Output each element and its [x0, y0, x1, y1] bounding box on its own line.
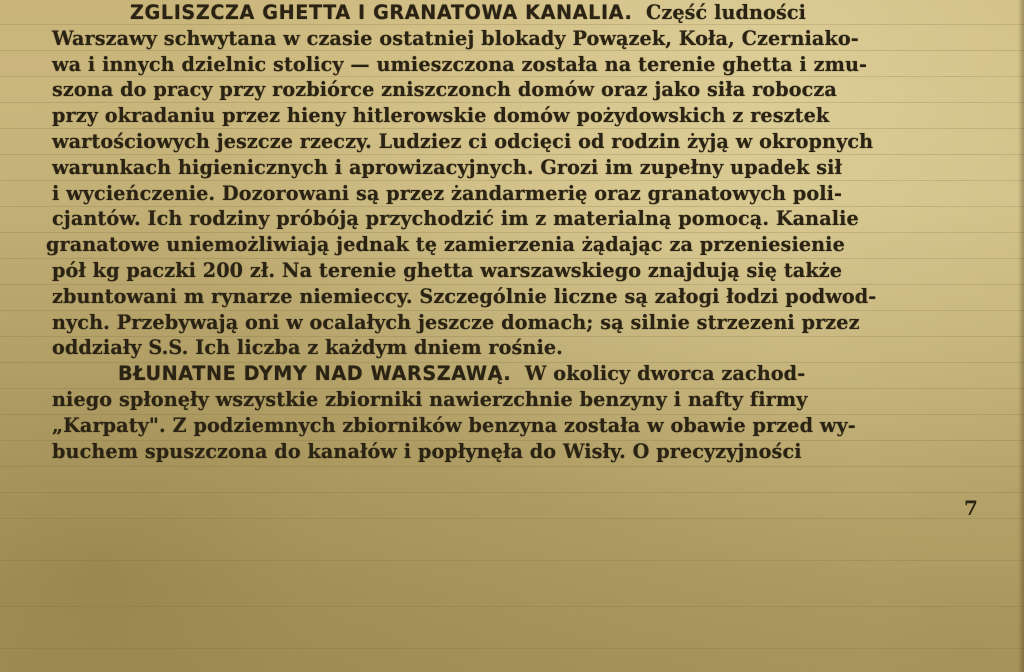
text-line: Część ludności	[645, 1, 807, 24]
text-line: zbuntowani m rynarze niemieccy. Szczególnie liczne są załogi łodzi podwod-	[52, 284, 877, 308]
paper-rule-line	[0, 492, 1024, 493]
text-line: Warszawy schwytana w czasie ostatniej blokady Powązek, Koła, Czerniako-	[52, 26, 859, 50]
paper-rule-line	[0, 648, 1024, 649]
paper-rule-line	[0, 560, 1024, 561]
text-line: i wycieńczenie. Dozorowani są przez żandarmerię oraz granatowych poli-	[52, 181, 843, 205]
text-line: „Karpaty". Z podziemnych zbiorników benzyna została w obawie przed wy-	[52, 413, 856, 437]
text-line: cjantów. Ich rodziny próbóją przychodzić im z materialną pomocą. Kanalie	[52, 207, 859, 231]
article-text	[46, 0, 1007, 464]
text-line: buchem spuszczona do kanałów i popłynęła do Wisły. O precyzyjności	[52, 439, 802, 463]
text-line: niego spłonęły wszystkie zbiorniki nawierzchnie benzyny i nafty firmy	[52, 387, 808, 411]
heading-ghetto-ruins: ZGLISZCZA GHETTA I GRANATOWA KANALIA.	[130, 1, 633, 24]
text-line: wartościowych jeszcze rzeczy. Ludziez ci odcięci od rodzin żyją w okropnych	[52, 129, 874, 153]
paper-rule-line	[0, 518, 1024, 519]
text-line: W okolicy dworca zachod-	[524, 362, 806, 386]
page-edge-shadow	[1018, 0, 1024, 672]
text-line: granatowe uniemożliwiają jednak tę zamierzenia żądając za przeniesienie	[46, 233, 845, 257]
text-line: oddziały S.S. Ich liczba z każdym dniem rośnie.	[52, 336, 563, 360]
page-number: 7	[964, 496, 978, 520]
text-line: szona do pracy przy rozbiórce zniszczonch domów oraz jako siła robocza	[52, 78, 837, 102]
paper-rule-line	[0, 606, 1024, 607]
heading-smoke-over-warsaw: BŁUNATNE DYMY NAD WARSZAWĄ.	[118, 362, 512, 386]
text-line: warunkach higienicznych i aprowizacyjnych. Grozi im zupełny upadek sił	[52, 155, 843, 179]
text-line: pół kg paczki 200 zł. Na terenie ghetta warszawskiego znajdują się także	[52, 258, 843, 282]
text-line: przy okradaniu przez hieny hitlerowskie domów pożydowskich z resztek	[52, 104, 830, 128]
text-line: wa i innych dzielnic stolicy — umieszczona została na terenie ghetta i zmu-	[52, 52, 868, 76]
paragraph-1-first-line	[52, 0, 1007, 26]
paragraph-2-first-line	[52, 361, 1007, 387]
paper-rule-line	[0, 466, 1024, 467]
text-line: nych. Przebywają oni w ocalałych jeszcze domach; są silnie strzezeni przez	[52, 310, 860, 334]
